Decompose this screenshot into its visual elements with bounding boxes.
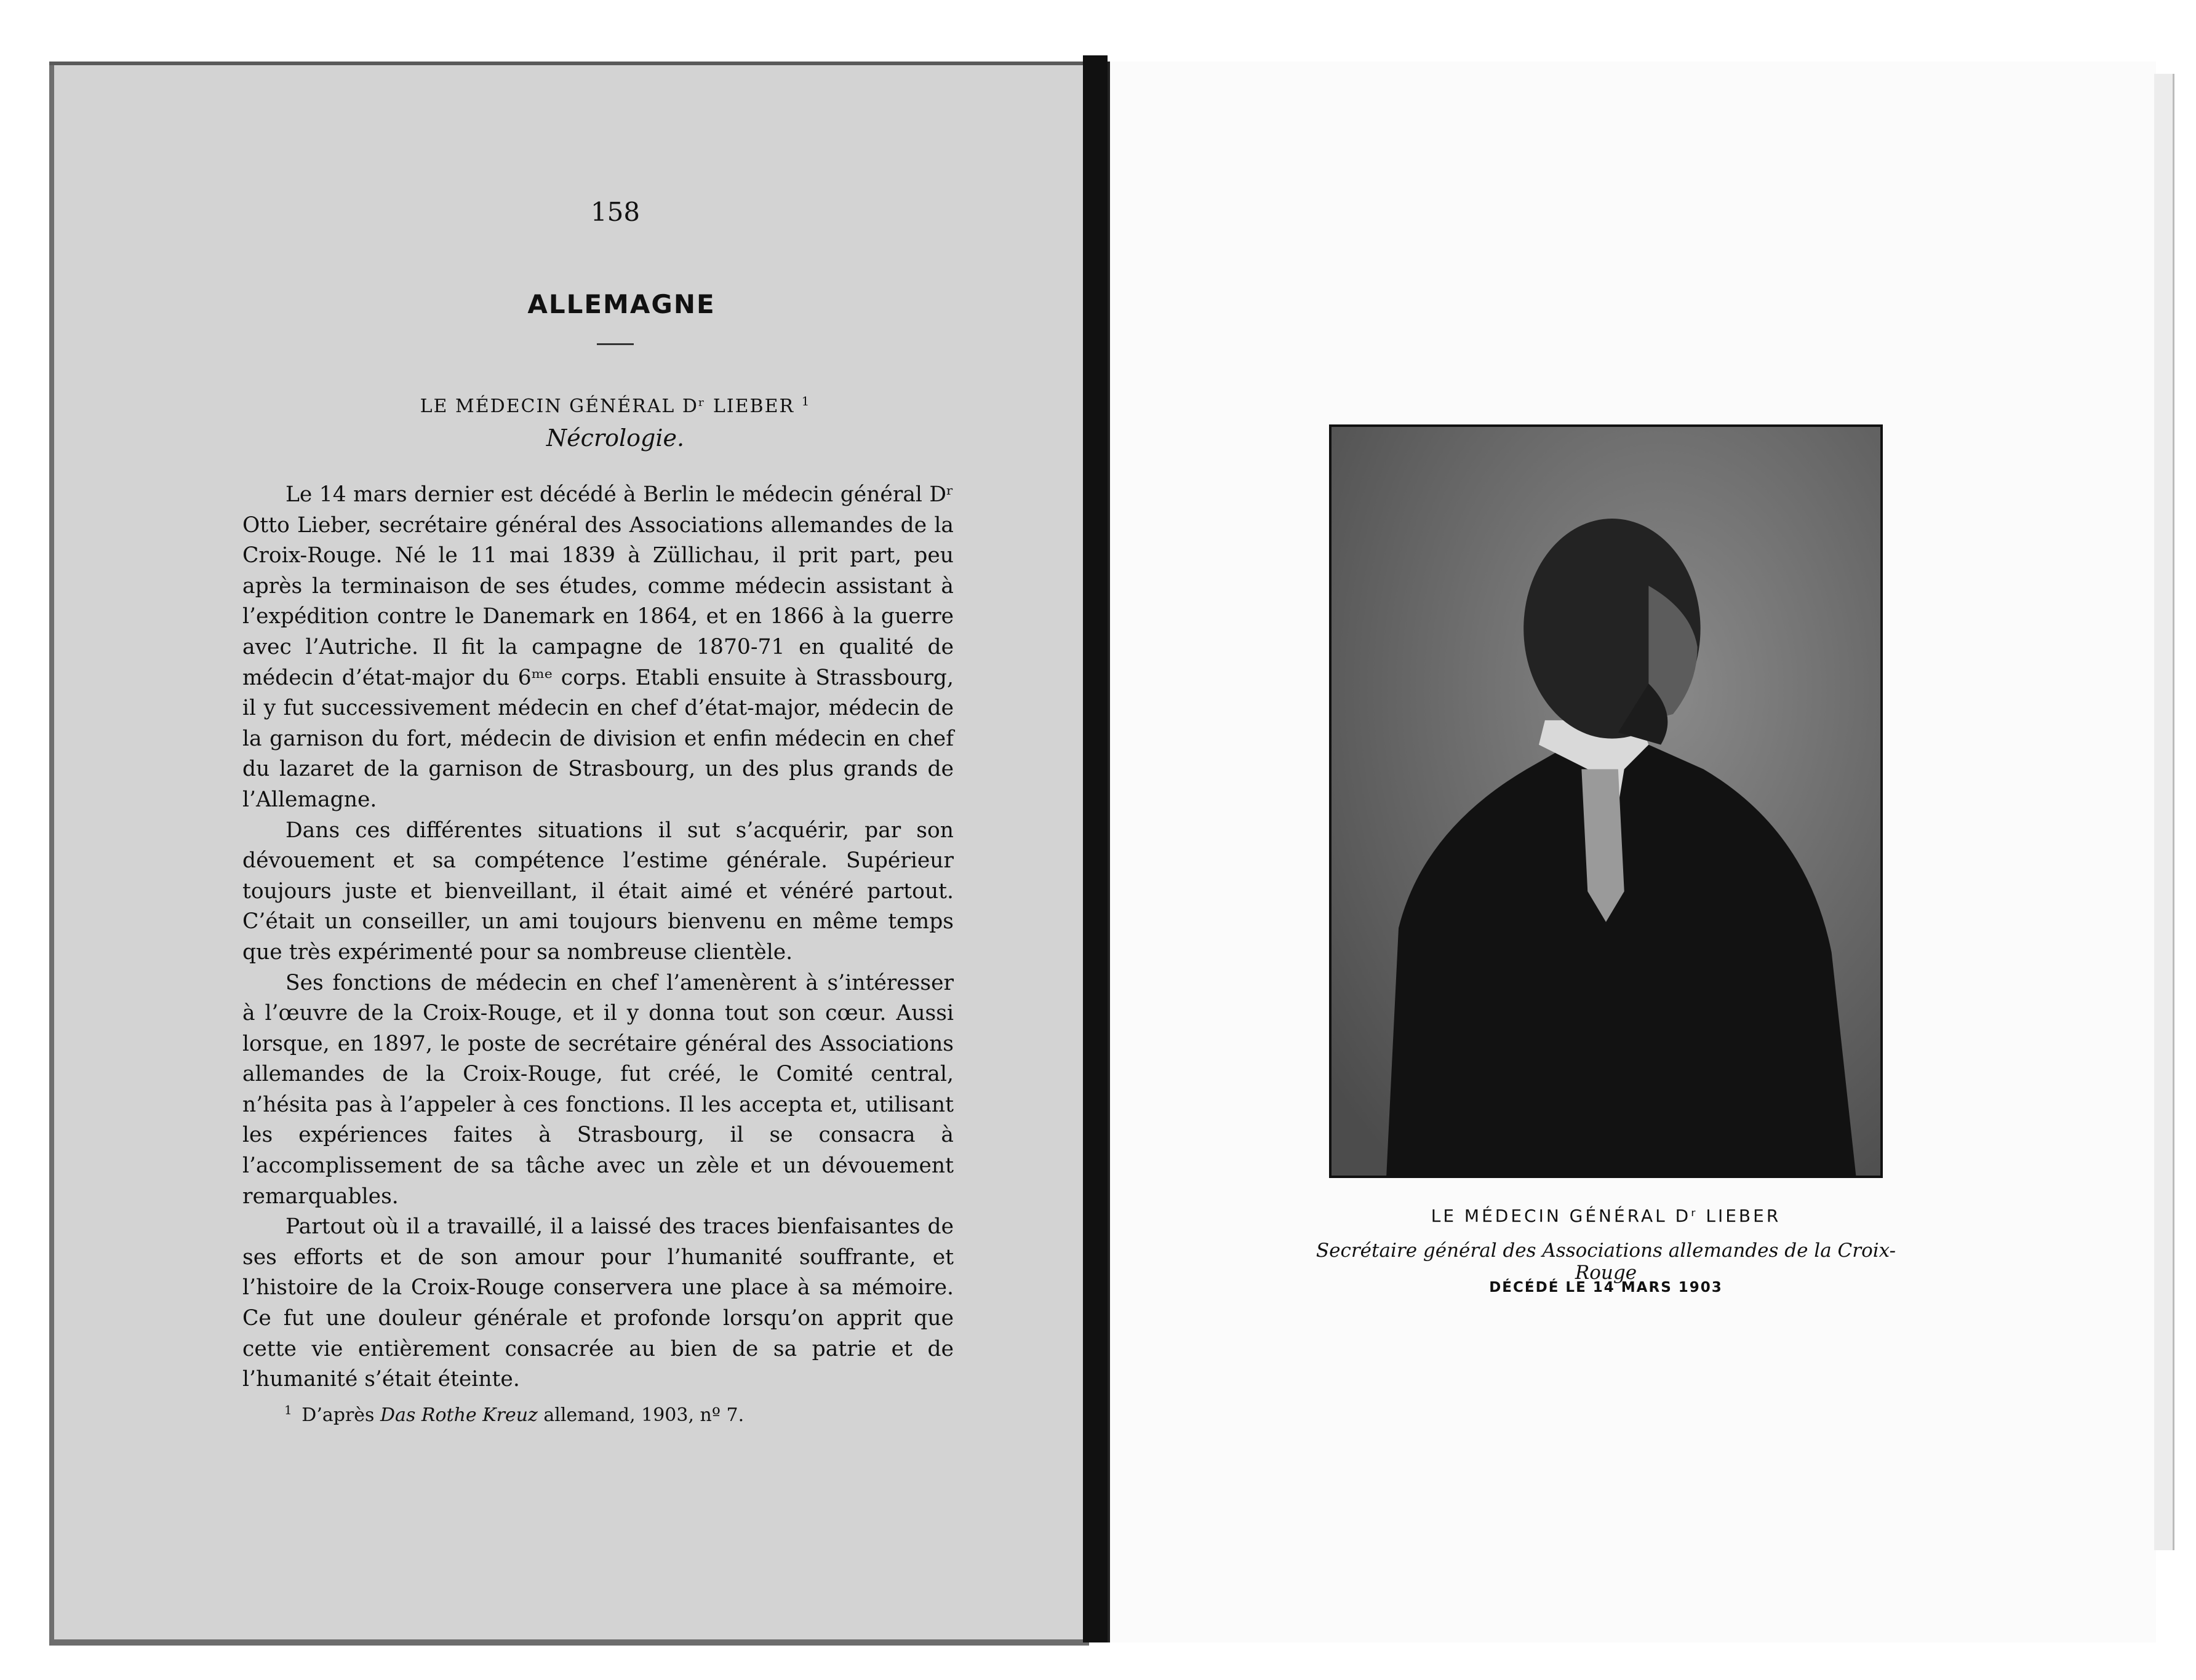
footnote-source: Das Rothe Kreuz bbox=[380, 1404, 538, 1426]
footnote-prefix: D’après bbox=[301, 1404, 375, 1426]
footnote-reference: 1 bbox=[801, 394, 811, 408]
article-subtitle: Nécrologie. bbox=[546, 424, 685, 452]
section-title: ALLEMAGNE bbox=[527, 289, 716, 319]
footnote-suffix: allemand, 1903, nº 7. bbox=[543, 1404, 745, 1426]
paragraph: Le 14 mars dernier est décédé à Berlin le médecin général Dʳ Otto Lieber, secrétaire général des Associations allemandes de la Croix-Rouge. Né le 11 mai 1839 à Züllichau, il prit part, peu après la terminaison de ses études, comme médecin assistant à l’expédition contre le Danemark en 1864, et en 1866 à la guerre avec l’Autriche. Il fit la campagne de 1870-71 en qualité de médecin d’état-major du 6ᵐᵉ corps. Etabli ensuite à Strassbourg, il y fut successivement médecin en chef d’état-major, médecin de la garnison du fort, médecin de division et enfin médecin en chef du lazaret de la garnison de Strasbourg, un des plus grands de l’Allemagne. bbox=[242, 482, 954, 812]
page-edge bbox=[49, 1639, 1089, 1646]
footnote bbox=[284, 1403, 900, 1426]
paragraph: Ses fonctions de médecin en chef l’amenèrent à s’intéresser à l’œuvre de la Croix-Rouge, et il y donna tout son cœur. Aussi lorsque, en 1897, le poste de secrétaire général des Associations allemandes de la Croix-Rouge, fut créé, le Comité central, n’hésita pas à l’appeler à ces fonctions. Il les accepta et, utilisant les expériences faites à Strasbourg, il se consacra à l’accomplissement de sa tâche avec un zèle et un dévouement remarquables. bbox=[242, 970, 954, 1209]
portrait-caption-date: DÉCÉDÉ LE 14 MARS 1903 bbox=[1489, 1280, 1723, 1296]
article-title bbox=[369, 394, 861, 417]
page-stack-edge bbox=[2154, 74, 2174, 1550]
page-edge bbox=[49, 62, 1089, 65]
portrait-caption-role: Secrétaire général des Associations allemandes de la Croix-Rouge bbox=[1316, 1240, 1896, 1284]
portrait-caption-name: LE MÉDECIN GÉNÉRAL Dʳ LIEBER bbox=[1431, 1206, 1781, 1226]
article-title-text: LE MÉDECIN GÉNÉRAL Dʳ LIEBER bbox=[420, 396, 795, 417]
paragraph: Partout où il a travaillé, il a laissé des traces bienfaisantes de ses efforts et de son amour pour l’humanité souffrante, et l’histoire de la Croix-Rouge conservera une place à sa mémoire. Ce fut une douleur générale et profonde lorsqu’on apprit que cette vie entièrement consacrée au bien de sa patrie et de l’humanité s’était éteinte. bbox=[242, 1214, 954, 1392]
book-gutter bbox=[1083, 55, 1108, 1642]
title-rule bbox=[597, 343, 634, 345]
page-number: 158 bbox=[590, 197, 641, 227]
footnote-mark: 1 bbox=[284, 1403, 292, 1417]
paragraph: Dans ces différentes situations il sut s’acquérir, par son dévouement et sa compétence l’estime générale. Supérieur toujours juste et bienveillant, il était aimé et vénéré partout. C’était un conseiller, un ami toujours bienvenu en même temps que très expérimenté pour sa nombreuse clientèle. bbox=[242, 818, 954, 965]
portrait-image bbox=[1332, 427, 1880, 1176]
portrait-photograph bbox=[1329, 424, 1883, 1178]
article-body bbox=[242, 480, 954, 1395]
